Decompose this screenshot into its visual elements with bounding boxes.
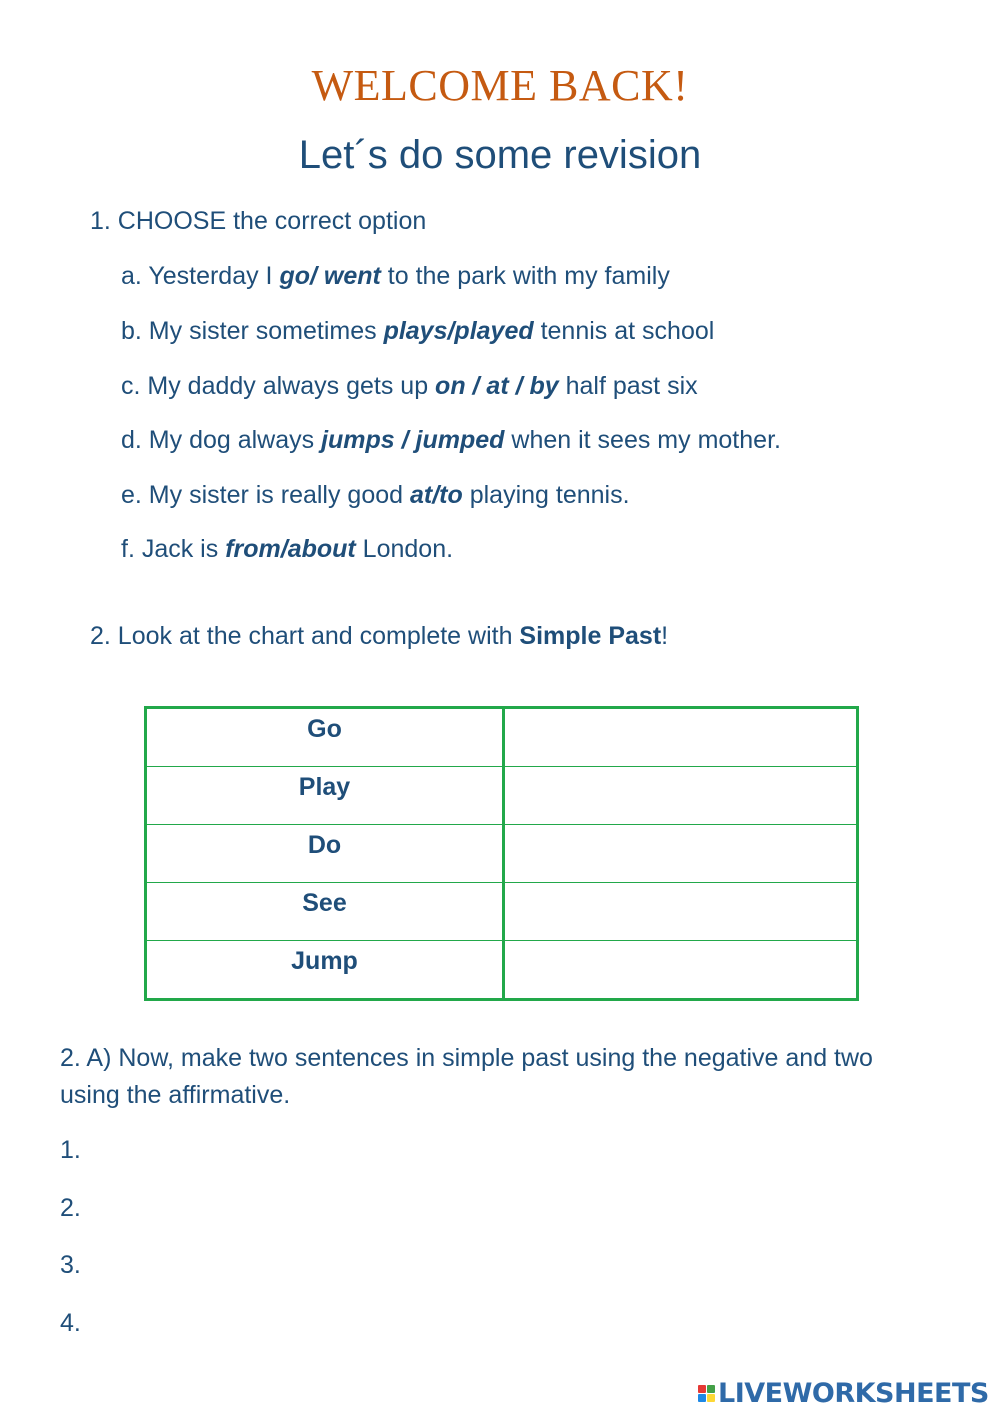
- answer-cell[interactable]: [504, 883, 858, 941]
- answer-line-1[interactable]: 1.: [60, 1136, 81, 1164]
- table-row: [146, 883, 858, 941]
- logo-grid-icon: [698, 1385, 715, 1402]
- question-1-prompt: 1. CHOOSE the correct option: [90, 207, 427, 235]
- question-2a-prompt: 2. A) Now, make two sentences in simple past using the negative and two using the affirmative.: [60, 1044, 873, 1109]
- logo-text: LIVEWORKSHEETS: [718, 1377, 989, 1409]
- table-row: [146, 825, 858, 883]
- verb-cell: See: [146, 883, 504, 941]
- verb-cell: Do: [146, 825, 504, 883]
- table-row: [146, 767, 858, 825]
- choice-e[interactable]: at/to: [410, 481, 463, 509]
- answer-line-2[interactable]: 2.: [60, 1194, 81, 1222]
- option-e: e. My sister is really good at/to playing tennis.: [121, 481, 630, 509]
- answer-cell[interactable]: [504, 708, 858, 767]
- table-row: [146, 941, 858, 1000]
- answer-cell[interactable]: [504, 941, 858, 1000]
- choice-f[interactable]: from/about: [225, 535, 356, 563]
- verb-cell: Go: [146, 708, 504, 767]
- table-row: [146, 708, 858, 767]
- choice-b[interactable]: plays/played: [383, 317, 534, 345]
- choice-a[interactable]: go/ went: [279, 262, 381, 290]
- answer-line-4[interactable]: 4.: [60, 1309, 81, 1337]
- answer-line-3[interactable]: 3.: [60, 1251, 81, 1279]
- option-d: d. My dog always jumps / jumped when it sees my mother.: [121, 426, 781, 454]
- question-2-prompt: 2. Look at the chart and complete with Simple Past!: [90, 622, 669, 650]
- option-b: b. My sister sometimes plays/played tennis at school: [121, 317, 715, 345]
- option-c: c. My daddy always gets up on / at / by half past six: [121, 372, 698, 400]
- page-subtitle: Let´s do some revision: [298, 133, 702, 177]
- choice-c[interactable]: on / at / by: [435, 372, 559, 400]
- simple-past-chart: [144, 706, 859, 1001]
- page-title: WELCOME BACK!: [311, 61, 689, 110]
- choice-d[interactable]: jumps / jumped: [321, 426, 505, 454]
- verb-cell: Jump: [146, 941, 504, 1000]
- option-a: a. Yesterday I go/ went to the park with my family: [121, 262, 670, 290]
- answer-cell[interactable]: [504, 767, 858, 825]
- option-f: f. Jack is from/about London.: [121, 535, 454, 563]
- answer-cell[interactable]: [504, 825, 858, 883]
- verb-cell: Play: [146, 767, 504, 825]
- liveworksheets-logo: [698, 1375, 989, 1411]
